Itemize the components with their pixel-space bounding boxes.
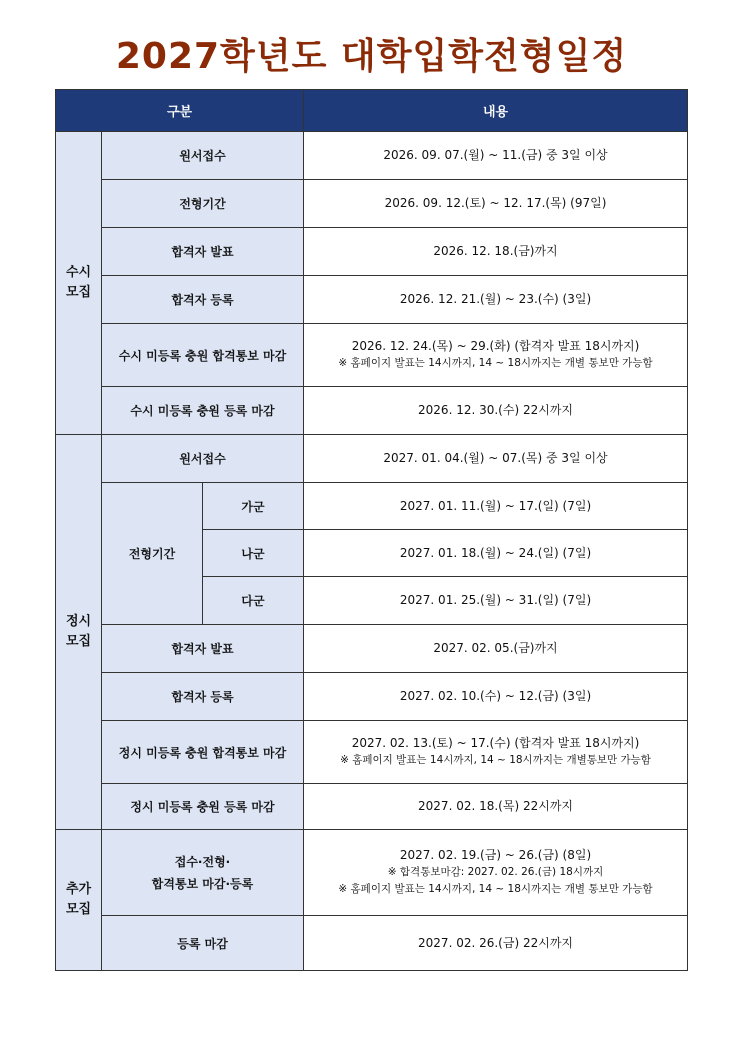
row-note: ※ 합격통보마감: 2027. 02. 26.(금) 18시까지 (387, 866, 604, 878)
row-value: 2027. 01. 18.(월) ~ 24.(일) (7일) (304, 530, 688, 577)
row-value: 2026. 12. 24.(목) ~ 29.(화) (합격자 발표 18시까지) ※ 홈페이지 발표는 14시까지, 14 ~ 18시까지는 개별 통보만 가능함 (304, 324, 688, 387)
row-label: 정시 미등록 충원 합격통보 마감 (102, 721, 304, 784)
schedule-table (55, 89, 688, 971)
row-label: 수시 미등록 충원 등록 마감 (102, 387, 304, 435)
sub-label-na: 나군 (203, 530, 304, 577)
row-label-period: 전형기간 (102, 483, 203, 625)
row-label: 원서접수 (102, 132, 304, 180)
row-label: 등록 마감 (102, 916, 304, 971)
row-label: 수시 미등록 충원 합격통보 마감 (102, 324, 304, 387)
row-label: 합격자 발표 (102, 228, 304, 276)
row-value: 2026. 09. 12.(토) ~ 12. 17.(목) (97일) (304, 180, 688, 228)
row-value: 2027. 02. 13.(토) ~ 17.(수) (합격자 발표 18시까지) ※ 홈페이지 발표는 14시까지, 14 ~ 18시까지는 개별통보만 가능함 (304, 721, 688, 784)
row-value: 2027. 02. 18.(목) 22시까지 (304, 784, 688, 830)
group-chuga: 추가 모집 (56, 830, 102, 971)
row-label: 전형기간 (102, 180, 304, 228)
row-value: 2027. 02. 19.(금) ~ 26.(금) (8일) ※ 합격통보마감: 2027. 02. 26.(금) 18시까지 ※ 홈페이지 발표는 14시까지, 14 ~ 18시까지는 개별 통보만 가능함 (304, 830, 688, 916)
sub-label-da: 다군 (203, 577, 304, 625)
row-label: 접수·전형· 합격통보 마감·등록 (102, 830, 304, 916)
sub-label-ga: 가군 (203, 483, 304, 530)
row-value: 2027. 01. 11.(월) ~ 17.(일) (7일) (304, 483, 688, 530)
row-value: 2026. 12. 18.(금)까지 (304, 228, 688, 276)
row-value: 2027. 01. 25.(월) ~ 31.(일) (7일) (304, 577, 688, 625)
row-value: 2027. 01. 04.(월) ~ 07.(목) 중 3일 이상 (304, 435, 688, 483)
row-label: 정시 미등록 충원 등록 마감 (102, 784, 304, 830)
row-value: 2027. 02. 05.(금)까지 (304, 625, 688, 673)
row-note: ※ 홈페이지 발표는 14시까지, 14 ~ 18시까지는 개별 통보만 가능함 (338, 357, 653, 369)
page-title: 2027학년도 대학입학전형일정 (115, 36, 628, 77)
row-value: 2026. 12. 21.(월) ~ 23.(수) (3일) (304, 276, 688, 324)
row-label: 합격자 등록 (102, 673, 304, 721)
group-susi: 수시 모집 (56, 132, 102, 435)
row-note: ※ 홈페이지 발표는 14시까지, 14 ~ 18시까지는 개별 통보만 가능함 (338, 883, 653, 895)
row-note: ※ 홈페이지 발표는 14시까지, 14 ~ 18시까지는 개별통보만 가능함 (340, 754, 651, 766)
row-label: 원서접수 (102, 435, 304, 483)
row-label: 합격자 등록 (102, 276, 304, 324)
header-content: 내용 (304, 90, 688, 132)
group-jeongsi: 정시 모집 (56, 435, 102, 830)
row-value: 2027. 02. 10.(수) ~ 12.(금) (3일) (304, 673, 688, 721)
row-label: 합격자 발표 (102, 625, 304, 673)
row-value: 2026. 12. 30.(수) 22시까지 (304, 387, 688, 435)
row-value: 2027. 02. 26.(금) 22시까지 (304, 916, 688, 971)
row-value: 2026. 09. 07.(월) ~ 11.(금) 중 3일 이상 (304, 132, 688, 180)
header-category: 구분 (56, 90, 304, 132)
